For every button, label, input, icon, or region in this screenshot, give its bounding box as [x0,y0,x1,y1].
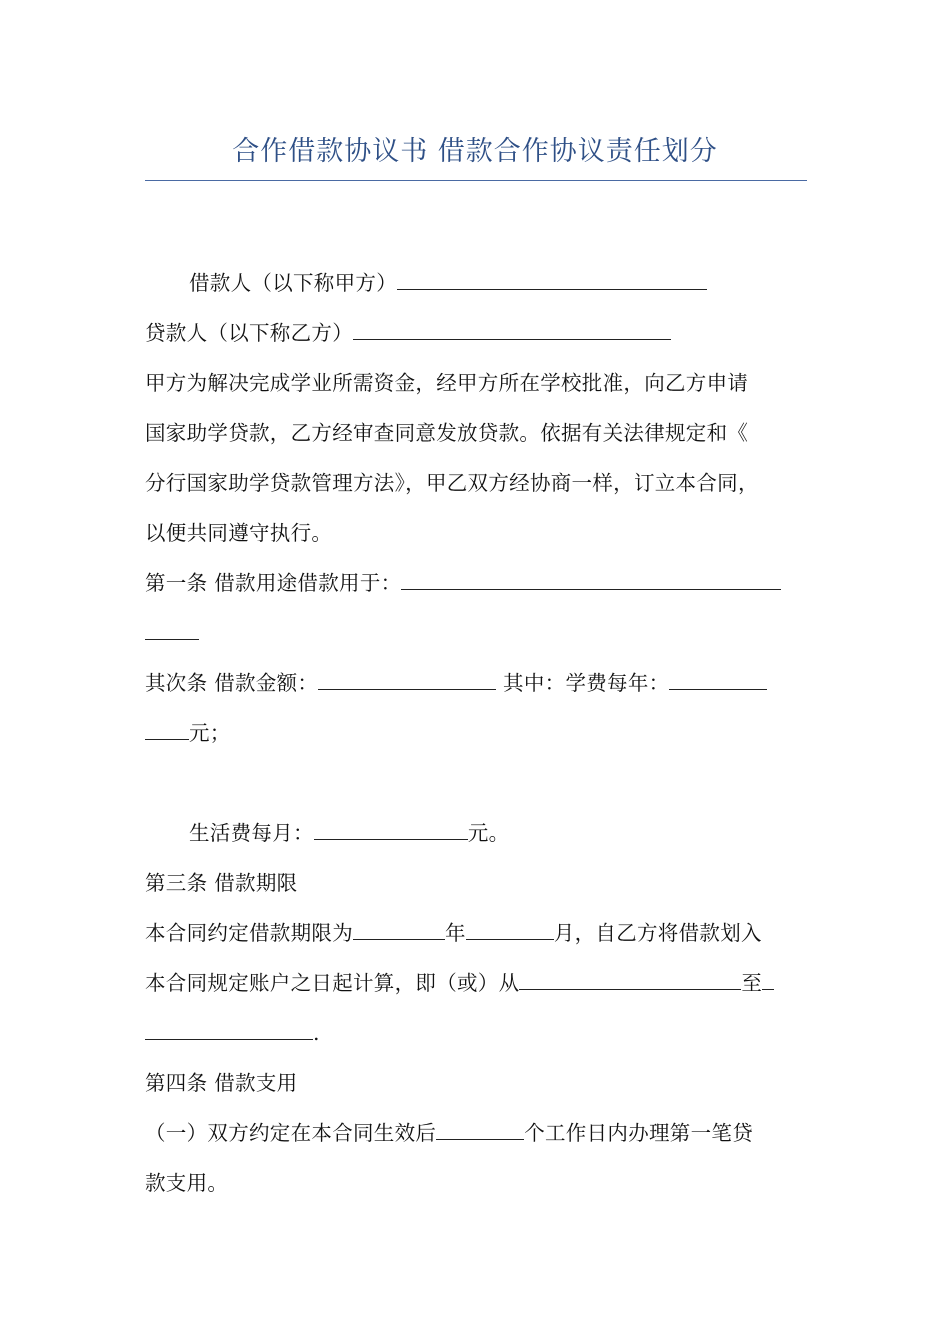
tuition-blank [669,669,767,690]
loan-period-label: 本合同规定账户之日起计算，即（或）从 [145,971,520,995]
article-2-line [145,668,767,698]
loan-amount-label: 其次条 借款金额： [145,671,319,695]
living-expense-unit: 元。 [467,821,510,845]
years-unit: 年 [445,921,466,945]
article-4-heading: 第四条 借款支用 [145,1071,298,1095]
article-1-continued [145,618,199,648]
article-2-continued [145,718,231,748]
disbursement-text: 个工作日内办理第一笔贷 [524,1121,754,1145]
disbursement-continued: 款支用。 [145,1171,229,1195]
title-underline [145,180,807,181]
start-date-blank [519,969,741,990]
living-expense-label: 生活费每月： [189,821,314,845]
article-1-label: 第一条 借款用途借款用于： [145,571,402,595]
period-mark: . [313,1021,320,1045]
article-1-line [145,568,781,598]
paragraph-line: 国家助学贷款，乙方经审查同意发放贷款。依据有关法律规定和《 [145,421,749,445]
loan-amount-blank [318,669,496,690]
loan-purpose-blank [401,569,781,590]
lender-blank [353,319,671,340]
to-word: 至 [741,971,763,995]
living-expense-blank [314,819,468,840]
disbursement-line [145,1118,753,1148]
end-date-blank [762,969,774,990]
paragraph-line: 甲方为解决完成学业所需资金，经甲方所在学校批准，向乙方申请 [145,371,749,395]
borrower-label: 借款人（以下称甲方） [189,271,397,295]
borrower-line [189,268,707,298]
term-months-blank [466,919,554,940]
tuition-blank-continued [145,719,189,740]
article-3-heading: 第三条 借款期限 [145,871,298,895]
disbursement-label: （一）双方约定在本合同生效后 [145,1121,437,1145]
loan-purpose-blank-continued [145,619,199,640]
living-expense-line [189,818,509,848]
tuition-unit: 元； [189,721,231,745]
tuition-label: 其中：学费每年： [503,671,670,695]
borrower-blank [397,269,707,290]
loan-term-line [145,918,762,948]
end-date-blank-continued [145,1019,313,1040]
document-title: 合作借款协议书 借款合作协议责任划分 [232,136,718,167]
loan-period-continued [145,1018,320,1048]
term-months-text: 月，自乙方将借款划入 [553,921,762,945]
lender-label: 贷款人（以下称乙方） [145,321,353,345]
loan-period-line [145,968,774,998]
working-days-blank [436,1119,524,1140]
paragraph-line: 以便共同遵守执行。 [145,521,333,545]
loan-term-label: 本合同约定借款期限为 [145,921,353,945]
term-years-blank [353,919,445,940]
lender-line [145,318,671,348]
paragraph-line: 分行国家助学贷款管理方法》，甲乙双方经协商一样，订立本合同， [145,471,759,495]
